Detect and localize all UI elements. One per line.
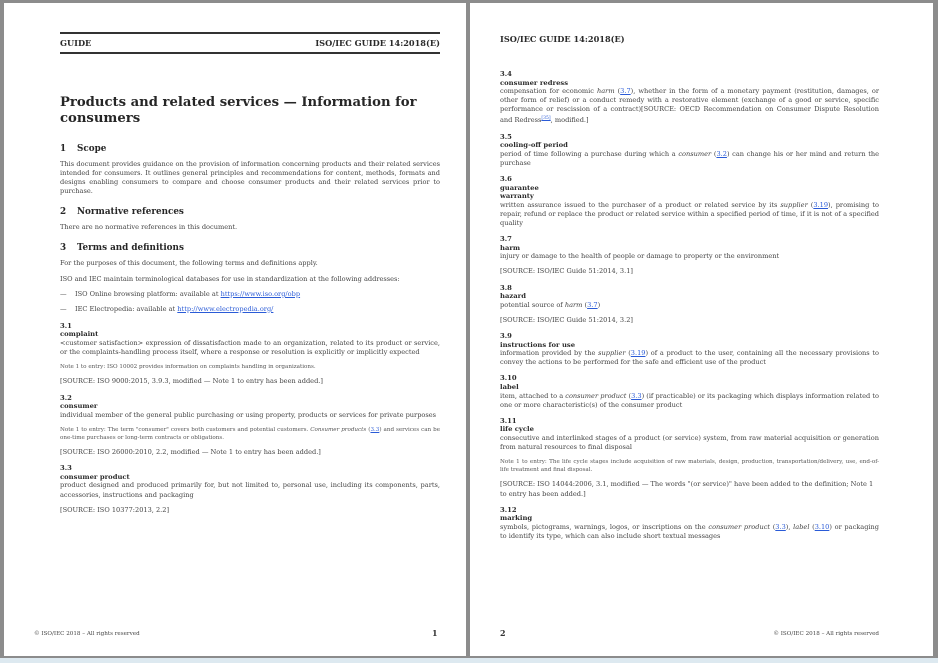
copyright-footer: © ISO/IEC 2018 – All rights reserved: [34, 631, 140, 637]
source: [SOURCE: ISO 10377:2013, 2.2]: [60, 505, 170, 514]
xref-link[interactable]: 3.7: [620, 87, 631, 96]
running-head-right: ISO/IEC GUIDE 14:2018(E): [315, 38, 440, 48]
term-entry-3-9: 3.9 instructions for use information provided by the supplier (3.19) of a product to the user, containing all the necessary provisions to convey the actions to be performed for the safe and efficient use of the product: [500, 331, 880, 367]
page-1: [4, 3, 466, 656]
running-head: [60, 32, 440, 54]
source: [SOURCE: ISO 9000:2015, 3.9.3, modified — Note 1 to entry has been added.]: [60, 377, 323, 386]
running-head-left: GUIDE: [60, 38, 92, 48]
xref-link[interactable]: 3.19: [630, 349, 646, 358]
term-entry-3-10: 3.10 label item, attached to a consumer product (3.3) (if practicable) or its packaging which displays information related to one or more characteristic(s) of the consumer product: [500, 374, 879, 409]
term-entry-3-1: 3.1 complaint <customer satisfaction> expression of dissatisfaction made to an organization, related to its product or service, or the complaints-handling process itself, where a response or resolution is explicitly or implicitly expected Note 1 to entry: ISO 10002 provides information on complaints handling in organizations. [SOURCE: ISO 9000:2015, 3.9.3, modified — Note 1 to entry has been added.]: [60, 321, 440, 386]
source: [SOURCE: ISO/IEC Guide 51:2014, 3.1]: [500, 267, 633, 276]
term-entry-3-11: 3.11 life cycle consecutive and interlinked stages of a product (or service) system, from raw material acquisition or generation from natural resources to final disposal Note 1 to entry: The life cycle stages include acquisition of raw materials, design, production, transportation/delivery, use, end-of- life treatment and final disposal. [SOURCE: ISO 14044:2006, 3.1, modified — The words "(or service)" have been added to the definition; Note 1 to entry has been added.]: [500, 416, 879, 498]
electropedia-link[interactable]: http://www.electropedia.org/: [177, 304, 274, 313]
viewer-bottom-strip: [0, 658, 938, 663]
term-entry-3-6: 3.6 guarantee warranty written assurance issued to the purchaser of a product or related service by its supplier (3.19), promising to repair, refund or replace the product or related service within a specified period of time, if it is not of a specified quality: [500, 175, 879, 228]
scope-text: This document provides guidance on the provision of information concerning products and their related services intended for consumers. It outlines general principles and recommendations for content, methods, formats and designs enabling consumers to compare and choose consumer products and their related services prior to purchase.: [60, 160, 440, 196]
page-2-body: [500, 70, 879, 548]
xref-link[interactable]: 3.3: [775, 522, 786, 531]
source: [SOURCE: ISO/IEC Guide 51:2014, 3.2]: [500, 315, 633, 324]
term-entry-3-2: 3.2 consumer individual member of the general public purchasing or using property, products or services for private purposes Note 1 to entry: The term "consumer" covers both customers and potential customers. Consumer products (3.3) and services can be one-time purchases or long-term contracts or obligations. [SOURCE: ISO 26000:2010, 2.2, modified — Note 1 to entry has been added.]: [60, 393, 441, 457]
list-item-electropedia: — IEC Electropedia: available at http://www.electropedia.org/: [60, 304, 274, 313]
document-title: Products and related services — Information for consumers: [60, 95, 417, 126]
terms-intro-2: ISO and IEC maintain terminological databases for use in standardization at the following addresses:: [60, 274, 400, 283]
section-heading-scope: 1 Scope: [60, 144, 107, 154]
bibliography-ref-link[interactable]: [35]: [541, 116, 551, 122]
xref-link[interactable]: 3.3: [370, 426, 380, 433]
note: Note 1 to entry: ISO 10002 provides information on complaints handling in organizations.: [60, 364, 316, 371]
xref-link[interactable]: 3.3: [631, 391, 642, 400]
copyright-footer: © ISO/IEC 2018 – All rights reserved: [773, 631, 879, 637]
term-entry-3-7: 3.7 harm injury or damage to the health of people or damage to property or the environment [SOURCE: ISO/IEC Guide 51:2014, 3.1]: [500, 235, 879, 276]
iso-obp-link[interactable]: https://www.iso.org/obp: [220, 289, 301, 298]
xref-link[interactable]: 3.7: [587, 300, 598, 309]
running-head: ISO/IEC GUIDE 14:2018(E): [500, 34, 625, 44]
source: [SOURCE: ISO 26000:2010, 2.2, modified — Note 1 to entry has been added.]: [60, 448, 321, 457]
xref-link[interactable]: 3.19: [813, 200, 829, 209]
page-1-body: [60, 144, 440, 522]
xref-link[interactable]: 3.10: [814, 522, 830, 531]
page-number: 2: [500, 628, 506, 638]
alternative-term: warranty: [500, 192, 534, 201]
term-entry-3-3: 3.3 consumer product product designed and produced primarily for, but not limited to, personal use, including its components, parts, accessories, instructions and packaging [SOURCE: ISO 10377:2013, 2.2]: [60, 464, 440, 514]
term-entry-3-4: 3.4 consumer redress compensation for economic harm (3.7), whether in the form of a monetary payment (restitution, damages, or other form of relief) or a conduct remedy with a restorative element (exchange of a good or service, specific performance or rescission of a contract)[SOURCE: OECD Recommendation on Consumer Dispute Resolution and Redress[35], modified.]: [500, 70, 880, 125]
term-entry-3-5: 3.5 cooling-off period period of time following a purchase during which a consumer (3.2) can change his or her mind and return the purchase: [500, 132, 880, 168]
section-heading-terms-and-definitions: 3 Terms and definitions: [60, 243, 184, 254]
terms-intro-1: For the purposes of this document, the following terms and definitions apply.: [60, 259, 318, 268]
list-item-iso-obp: — ISO Online browsing platform: available at https://www.iso.org/obp: [60, 289, 301, 298]
page-number: 1: [432, 628, 438, 638]
page-2: [470, 3, 933, 656]
term-entry-3-8: 3.8 hazard potential source of harm (3.7) [SOURCE: ISO/IEC Guide 51:2014, 3.2]: [500, 284, 879, 325]
xref-link[interactable]: 3.2: [716, 149, 727, 158]
source: [SOURCE: ISO 14044:2006, 3.1, modified — The words "(or service)" have been added to the definition; Note 1 to entry has been added.]: [500, 480, 874, 498]
note: Note 1 to entry: The life cycle stages include acquisition of raw materials, design, production, transportation/delivery, use, end-of- life treatment and final disposal.: [500, 459, 879, 474]
term-entry-3-12: 3.12 marking symbols, pictograms, warnings, logos, or inscriptions on the consumer product (3.3), label (3.10) or packaging to identify its type, which can also include short textual messages: [500, 505, 879, 540]
note: Note 1 to entry: The term "consumer" covers both customers and potential customers. Consumer products (3.3) and services can be one-time purchases or long-term contracts or obligations.: [60, 426, 441, 441]
section-heading-normative-references: 2 Normative references: [60, 207, 184, 218]
normative-references-text: There are no normative references in this document.: [60, 223, 238, 232]
